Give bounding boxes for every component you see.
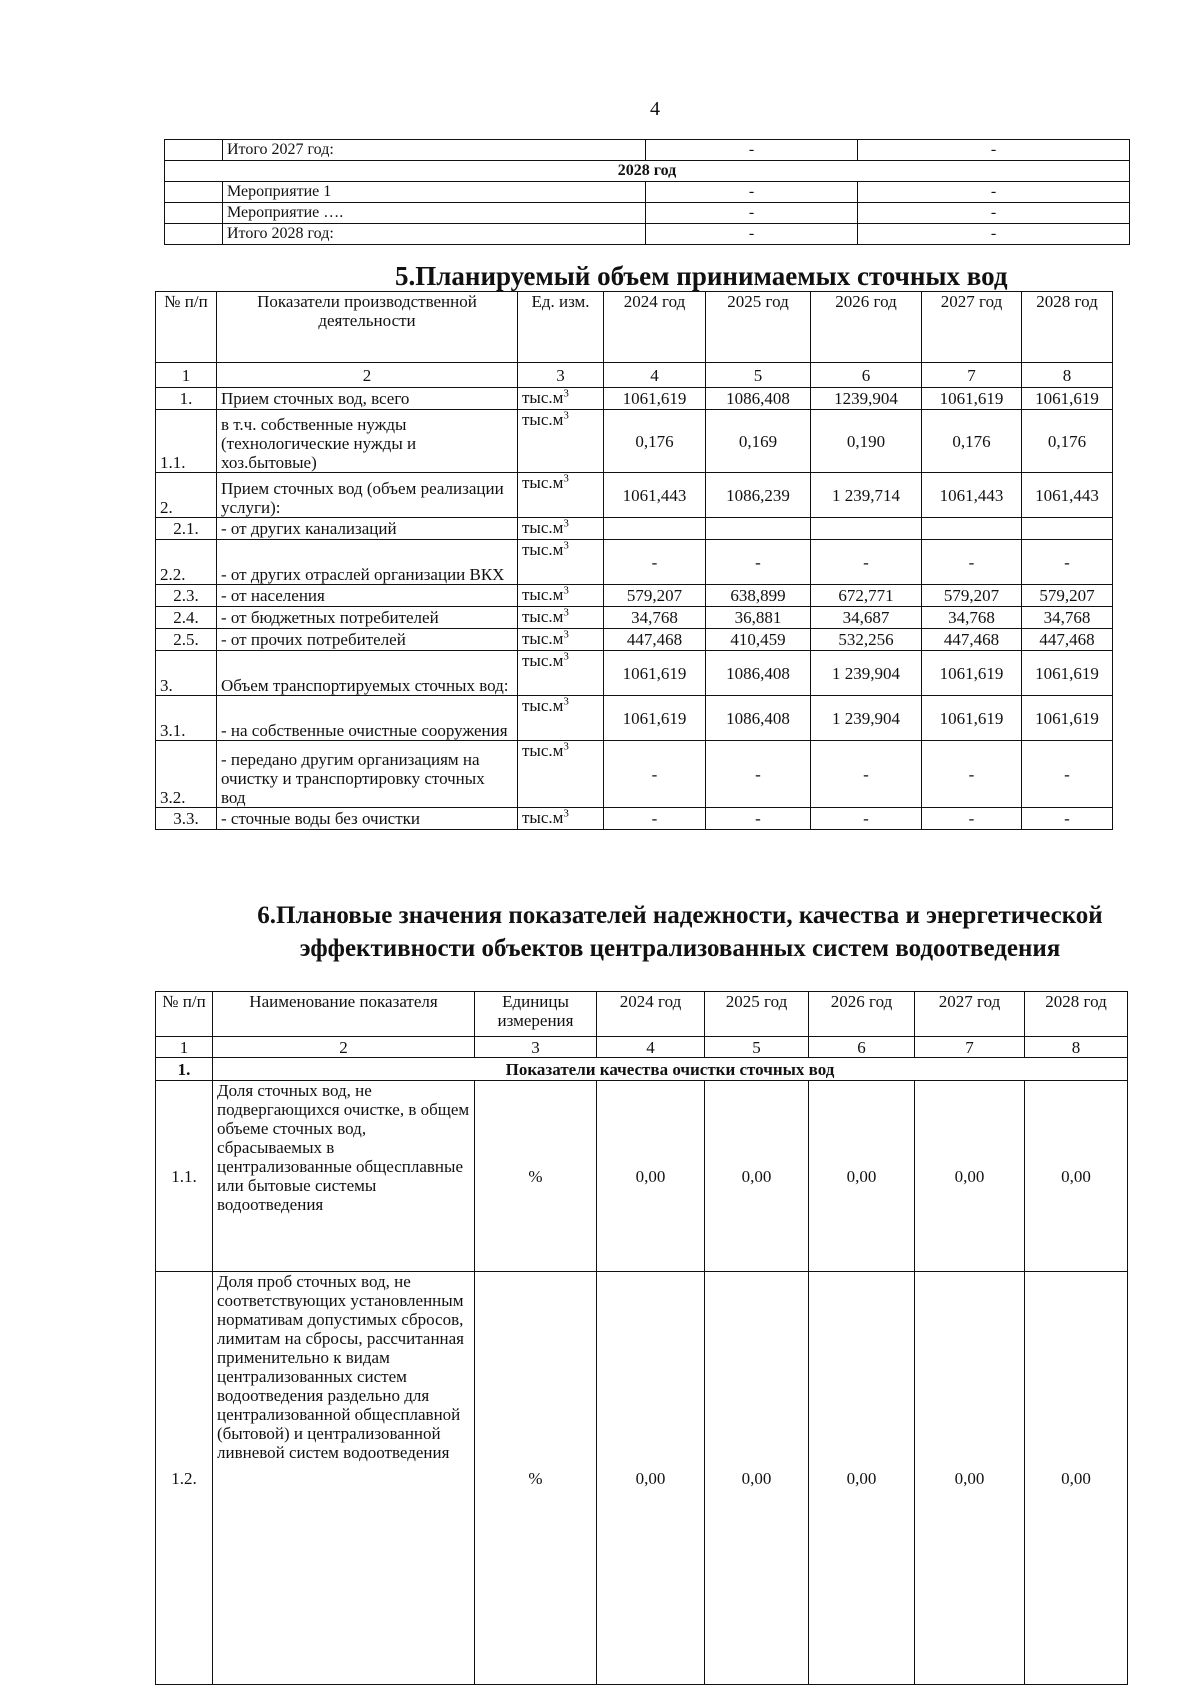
unit-superscript: 3 [563,584,569,597]
value-cell: 1086,239 [706,473,811,518]
unit-superscript: 3 [563,628,569,641]
value-cell: 1061,443 [922,473,1022,518]
value-cell: 1061,619 [604,696,706,741]
column-header: Показатели производственной деятельности [217,292,518,363]
unit-cell: $тыс.м^3$ [518,607,604,629]
value-cell: 0,169 [706,410,811,473]
column-header: Ед. изм. [518,292,604,363]
section-5-title: 5.Планируемый объем принимаемых сточных вод [395,261,1008,291]
value-cell: 0,190 [811,410,922,473]
year-header: 2028 год [165,161,1130,182]
unit-cell: $тыс.м^3$ [518,473,604,518]
value-cell: - [604,741,706,808]
column-number-row [156,1037,1128,1058]
indicator-name: в т.ч. собственные нужды (технологические нужды и хоз.бытовые) [217,410,518,473]
value-cell: - [706,741,811,808]
value-cell: 1086,408 [706,696,811,741]
column-number: 6 [811,363,922,388]
value-cell: - [922,808,1022,830]
table-row [156,1272,1128,1685]
column-number: 1 [156,363,217,388]
unit-superscript: 3 [563,807,569,820]
value-cell: 1086,408 [706,651,811,696]
group-label: Показатели качества очистки сточных вод [213,1058,1128,1081]
unit-cell: $тыс.м^3$ [518,651,604,696]
table-row [156,585,1113,607]
value-cell: 447,468 [604,629,706,651]
value-cell: - [706,540,811,585]
unit-superscript: 3 [563,409,569,422]
column-header: № п/п [156,992,213,1037]
indicator-name: - передано другим организациям на очистку и транспортировку сточных вод [217,741,518,808]
column-number: 2 [213,1037,475,1058]
column-number: 8 [1022,363,1113,388]
row-number: 2.1. [156,518,217,540]
value-cell: 1061,619 [604,651,706,696]
value-cell [1022,518,1113,540]
event-name: Мероприятие 1 [223,182,646,203]
row-number: 2. [156,473,217,518]
column-header: Наименование показателя [213,992,475,1037]
row-number: 1.1. [156,1081,213,1272]
row-number: 2.2. [156,540,217,585]
value-cell: - [646,182,858,203]
row-number: 3.3. [156,808,217,830]
row-number: 3. [156,651,217,696]
value-cell: 0,00 [597,1081,705,1272]
table-row [165,203,1130,224]
value-cell: 1239,904 [811,388,922,410]
value-cell: 0,00 [915,1081,1025,1272]
indicator-name: - от населения [217,585,518,607]
value-cell: 1086,408 [706,388,811,410]
row-number: 3.2. [156,741,217,808]
indicator-name: - на собственные очистные сооружения [217,696,518,741]
value-cell: 1061,619 [604,388,706,410]
column-header: Единицы измерения [475,992,597,1037]
value-cell: 579,207 [922,585,1022,607]
table-row [165,161,1130,182]
value-cell: 0,00 [809,1081,915,1272]
column-header: 2028 год [1022,292,1113,363]
table-row [156,410,1113,473]
column-number: 7 [922,363,1022,388]
value-cell [922,518,1022,540]
value-cell: 1061,619 [922,651,1022,696]
row-number: 1. [156,388,217,410]
table-row [156,473,1113,518]
value-cell: - [811,808,922,830]
value-cell: 1061,619 [922,696,1022,741]
value-cell: - [811,741,922,808]
value-cell: 0,176 [922,410,1022,473]
events-table [164,139,1130,245]
unit-superscript: 3 [563,472,569,485]
column-header: 2024 год [597,992,705,1037]
value-cell: 1 239,904 [811,696,922,741]
value-cell: - [646,140,858,161]
indicator-name: - от других отраслей организации ВКХ [217,540,518,585]
page-number: 4 [650,98,660,120]
unit-cell: $тыс.м^3$ [518,696,604,741]
value-cell: 0,00 [915,1272,1025,1685]
column-number: 2 [217,363,518,388]
column-header: 2027 год [915,992,1025,1037]
unit-cell: $тыс.м^3$ [518,808,604,830]
header-row [156,992,1128,1037]
indicator-name: - от бюджетных потребителей [217,607,518,629]
value-cell: - [1022,808,1113,830]
group-number: 1. [156,1058,213,1081]
row-number: 2.3. [156,585,217,607]
value-cell: 1 239,904 [811,651,922,696]
table-row [165,182,1130,203]
value-cell: 1061,619 [922,388,1022,410]
event-name: Мероприятие …. [223,203,646,224]
wastewater-volume-table [155,291,1113,830]
table-row [156,607,1113,629]
row-number: 3.1. [156,696,217,741]
value-cell: 34,768 [604,607,706,629]
value-cell: 0,176 [1022,410,1113,473]
value-cell: - [811,540,922,585]
value-cell: 447,468 [922,629,1022,651]
value-cell: 1061,619 [1022,388,1113,410]
value-cell: - [646,224,858,245]
table-row [156,696,1113,741]
column-number: 5 [705,1037,809,1058]
indicator-name: Объем транспортируемых сточных вод: [217,651,518,696]
column-number: 3 [518,363,604,388]
indicator-name: Доля проб сточных вод, не соответствующих установленным нормативам допустимых сбросов, лимитам на сбросы, рассчитанная применительно к видам централизованных систем водоотведения раздельно для централизованной общесплавной (бытовой) и централизованной ливневой систем водоотведения [213,1272,475,1685]
unit-cell: $тыс.м^3$ [518,540,604,585]
column-header: № п/п [156,292,217,363]
row-number-cell [165,224,223,245]
column-number: 6 [809,1037,915,1058]
value-cell: 1 239,714 [811,473,922,518]
unit-superscript: 3 [563,740,569,753]
value-cell: 1061,619 [1022,696,1113,741]
value-cell: 0,00 [809,1272,915,1685]
value-cell: - [858,224,1130,245]
column-header: 2025 год [705,992,809,1037]
value-cell: - [858,182,1130,203]
indicator-name: Доля сточных вод, не подвергающихся очистке, в общем объеме сточных вод, сбрасываемых в централизованные общесплавные или бытовые системы водоотведения [213,1081,475,1272]
unit-cell: % [475,1272,597,1685]
table-row [156,741,1113,808]
column-number: 1 [156,1037,213,1058]
value-cell: 0,00 [1025,1272,1128,1685]
value-cell: - [1022,540,1113,585]
unit-cell: % [475,1081,597,1272]
column-header: 2028 год [1025,992,1128,1037]
column-header: 2026 год [811,292,922,363]
column-number: 5 [706,363,811,388]
section-6-title: 6.Плановые значения показателей надежности, качества и энергетической эффективности объектов централизованных систем водоотведения [257,902,1103,962]
row-number: 1.1. [156,410,217,473]
indicator-name: Прием сточных вод, всего [217,388,518,410]
value-cell: 579,207 [604,585,706,607]
table-row [156,540,1113,585]
unit-superscript: 3 [563,650,569,663]
indicators-table [155,991,1128,1685]
value-cell: 410,459 [706,629,811,651]
value-cell: 0,00 [597,1272,705,1685]
unit-superscript: 3 [563,606,569,619]
column-number: 8 [1025,1037,1128,1058]
column-number: 4 [597,1037,705,1058]
column-header: 2027 год [922,292,1022,363]
indicator-name: Прием сточных вод (объем реализации услуги): [217,473,518,518]
event-name: Итого 2028 год: [223,224,646,245]
unit-cell: $тыс.м^3$ [518,518,604,540]
row-number-cell [165,140,223,161]
group-row [156,1058,1128,1081]
value-cell: - [604,540,706,585]
value-cell: 0,176 [604,410,706,473]
unit-superscript: 3 [563,695,569,708]
table-row [156,629,1113,651]
value-cell: 579,207 [1022,585,1113,607]
indicator-name: - от прочих потребителей [217,629,518,651]
value-cell: - [1022,741,1113,808]
value-cell: - [858,203,1130,224]
table-row [156,1081,1128,1272]
header-row [156,292,1113,363]
table-row [165,140,1130,161]
event-name: Итого 2027 год: [223,140,646,161]
column-number: 4 [604,363,706,388]
value-cell [811,518,922,540]
value-cell [706,518,811,540]
row-number-cell [165,203,223,224]
value-cell: 1061,619 [1022,651,1113,696]
column-header: 2025 год [706,292,811,363]
value-cell: 0,00 [705,1272,809,1685]
value-cell: 1061,443 [604,473,706,518]
value-cell: 0,00 [1025,1081,1128,1272]
row-number: 2.5. [156,629,217,651]
value-cell [604,518,706,540]
value-cell: 34,768 [1022,607,1113,629]
unit-superscript: 3 [563,387,569,400]
table-row [156,651,1113,696]
column-header: 2026 год [809,992,915,1037]
value-cell: 34,687 [811,607,922,629]
unit-superscript: 3 [563,517,569,530]
column-number: 3 [475,1037,597,1058]
value-cell: 34,768 [922,607,1022,629]
table-row [156,388,1113,410]
unit-cell: $тыс.м^3$ [518,410,604,473]
value-cell: - [604,808,706,830]
value-cell: 36,881 [706,607,811,629]
column-number-row [156,363,1113,388]
table-row [165,224,1130,245]
unit-cell: $тыс.м^3$ [518,585,604,607]
column-number: 7 [915,1037,1025,1058]
row-number: 2.4. [156,607,217,629]
value-cell: - [922,741,1022,808]
indicator-name: - сточные воды без очистки [217,808,518,830]
column-header: 2024 год [604,292,706,363]
value-cell: - [706,808,811,830]
table-row [156,808,1113,830]
table-row [156,518,1113,540]
unit-cell: $тыс.м^3$ [518,388,604,410]
value-cell: - [858,140,1130,161]
value-cell: - [646,203,858,224]
row-number: 1.2. [156,1272,213,1685]
value-cell: 672,771 [811,585,922,607]
indicator-name: - от других канализаций [217,518,518,540]
unit-cell: $тыс.м^3$ [518,741,604,808]
value-cell: 447,468 [1022,629,1113,651]
row-number-cell [165,182,223,203]
unit-cell: $тыс.м^3$ [518,629,604,651]
value-cell: 0,00 [705,1081,809,1272]
value-cell: 638,899 [706,585,811,607]
value-cell: - [922,540,1022,585]
value-cell: 532,256 [811,629,922,651]
value-cell: 1061,443 [1022,473,1113,518]
unit-superscript: 3 [563,539,569,552]
